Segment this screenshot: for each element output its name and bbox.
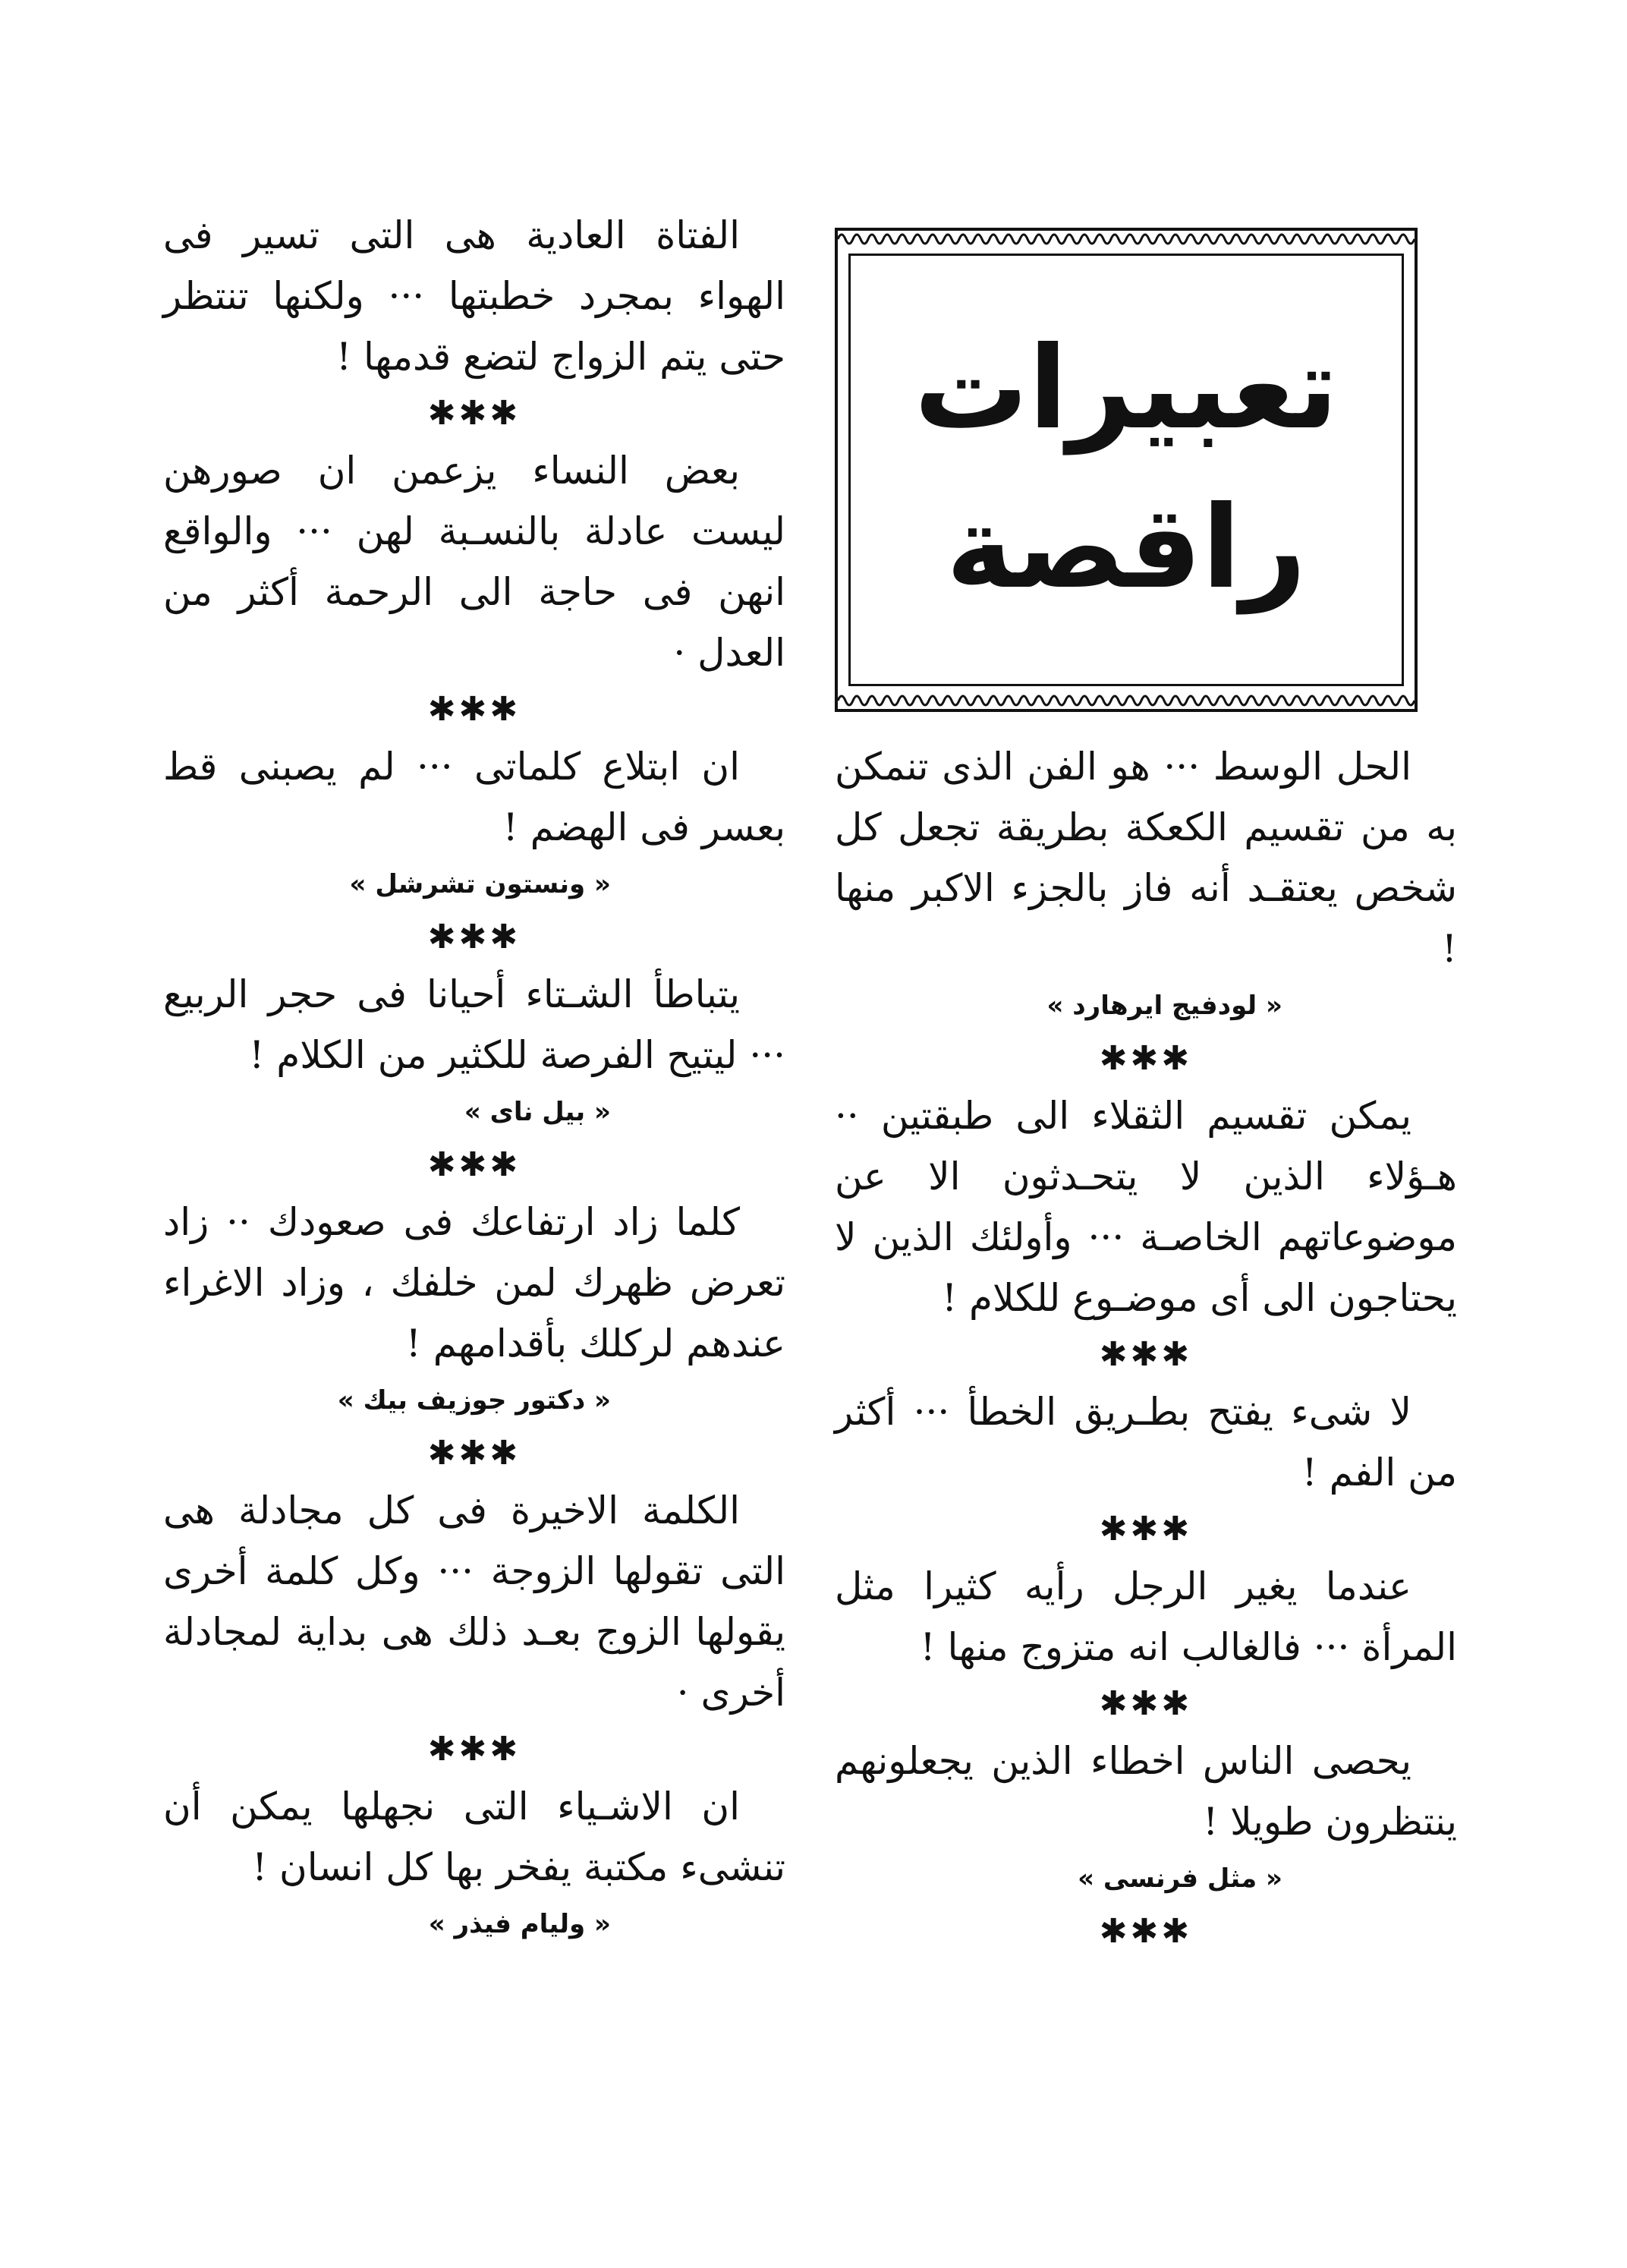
quote-text: يحصى الناس اخطاء الذين يجعلونهم ينتظرون طويلا ! bbox=[835, 1739, 1457, 1844]
section-separator: ✱✱✱ bbox=[427, 1434, 521, 1473]
page-title-line-2: راقصة bbox=[946, 482, 1307, 614]
quote-attribution: « دكتور جوزيف بيك » bbox=[337, 1385, 611, 1416]
section-separator: ✱✱✱ bbox=[1099, 1335, 1193, 1374]
quote-attribution: « لودفيج ايرهارد » bbox=[1046, 991, 1282, 1021]
quote-text: يتباطأ الشـتاء أحيانا فى حجر الربيع ··· ليتيح الفرصة للكثير من الكلام ! bbox=[163, 972, 785, 1077]
section-separator: ✱✱✱ bbox=[427, 918, 521, 956]
section-separator: ✱✱✱ bbox=[1099, 1510, 1193, 1548]
section-separator: ✱✱✱ bbox=[427, 690, 521, 729]
section-separator: ✱✱✱ bbox=[427, 1145, 521, 1184]
section-separator: ✱✱✱ bbox=[1099, 1684, 1193, 1723]
quote-text: يمكن تقسيم الثقلاء الى طبقتين ·· هـؤلاء الذين لا يتحـدثون الا عن موضوعاتهم الخاصـة ··· وأولئك الذين لا يحتاجون الى أى موضـوع للكلام ! bbox=[835, 1094, 1457, 1320]
section-separator: ✱✱✱ bbox=[427, 394, 521, 433]
section-separator: ✱✱✱ bbox=[1099, 1039, 1193, 1078]
quote-text: عندما يغير الرجل رأيه كثيرا مثل المرأة ··· فالغالب انه متزوج منها ! bbox=[835, 1564, 1457, 1669]
page-title-line-1: تعبيرات bbox=[914, 323, 1339, 455]
quote-text: ان الاشـياء التى نجهلها يمكن أن تنشىء مكتبة يفخر بها كل انسان ! bbox=[163, 1784, 785, 1889]
section-separator: ✱✱✱ bbox=[1099, 1912, 1193, 1951]
quote-text: الكلمة الاخيرة فى كل مجادلة هى التى تقولها الزوجة ··· وكل كلمة أخرى يقولها الزوج بعـد ذلك هى بداية لمجادلة أخرى · bbox=[163, 1488, 785, 1715]
title-inner-frame bbox=[848, 254, 1404, 686]
quote-attribution: « وليام فيذر » bbox=[428, 1909, 611, 1939]
quote-text: لا شىء يفتح بطـريق الخطأ ··· أكثر من الفم ! bbox=[835, 1390, 1457, 1495]
quote-text: الفتاة العادية هى التى تسير فى الهواء بمجرد خطبتها ··· ولكنها تنتظر حتى يتم الزواج لتضع قدمها ! bbox=[163, 213, 785, 379]
quote-text: بعض النساء يزعمن ان صورهن ليست عادلة بالنسـبة لهن ··· والواقع انهن فى حاجة الى الرحمة أكثر من العدل · bbox=[163, 449, 785, 675]
decorative-border-bottom bbox=[838, 689, 1415, 712]
decorative-border-top bbox=[838, 228, 1415, 250]
quote-text: الحل الوسط ··· هو الفن الذى تنمكن به من تقسيم الكعكة بطريقة تجعل كل شخص يعتقـد أنه فاز بالجزء الاكبر منها ! bbox=[835, 745, 1457, 971]
section-separator: ✱✱✱ bbox=[427, 1730, 521, 1769]
quote-attribution: « مثل فرنسى » bbox=[1078, 1863, 1282, 1894]
quote-attribution: « بيل ناى » bbox=[464, 1097, 611, 1127]
left-column bbox=[163, 205, 785, 1951]
right-column bbox=[835, 736, 1457, 1958]
title-frame bbox=[835, 228, 1418, 712]
quote-text: ان ابتلاع كلماتى ··· لم يصبنى قط بعسر فى الهضم ! bbox=[163, 745, 785, 849]
quote-text: كلما زاد ارتفاعك فى صعودك ·· زاد تعرض ظهرك لمن خلفك ، وزاد الاغراء عندهم لركلك بأقدامهم ! bbox=[163, 1200, 785, 1366]
quote-attribution: « ونستون تشرشل » bbox=[349, 869, 611, 899]
